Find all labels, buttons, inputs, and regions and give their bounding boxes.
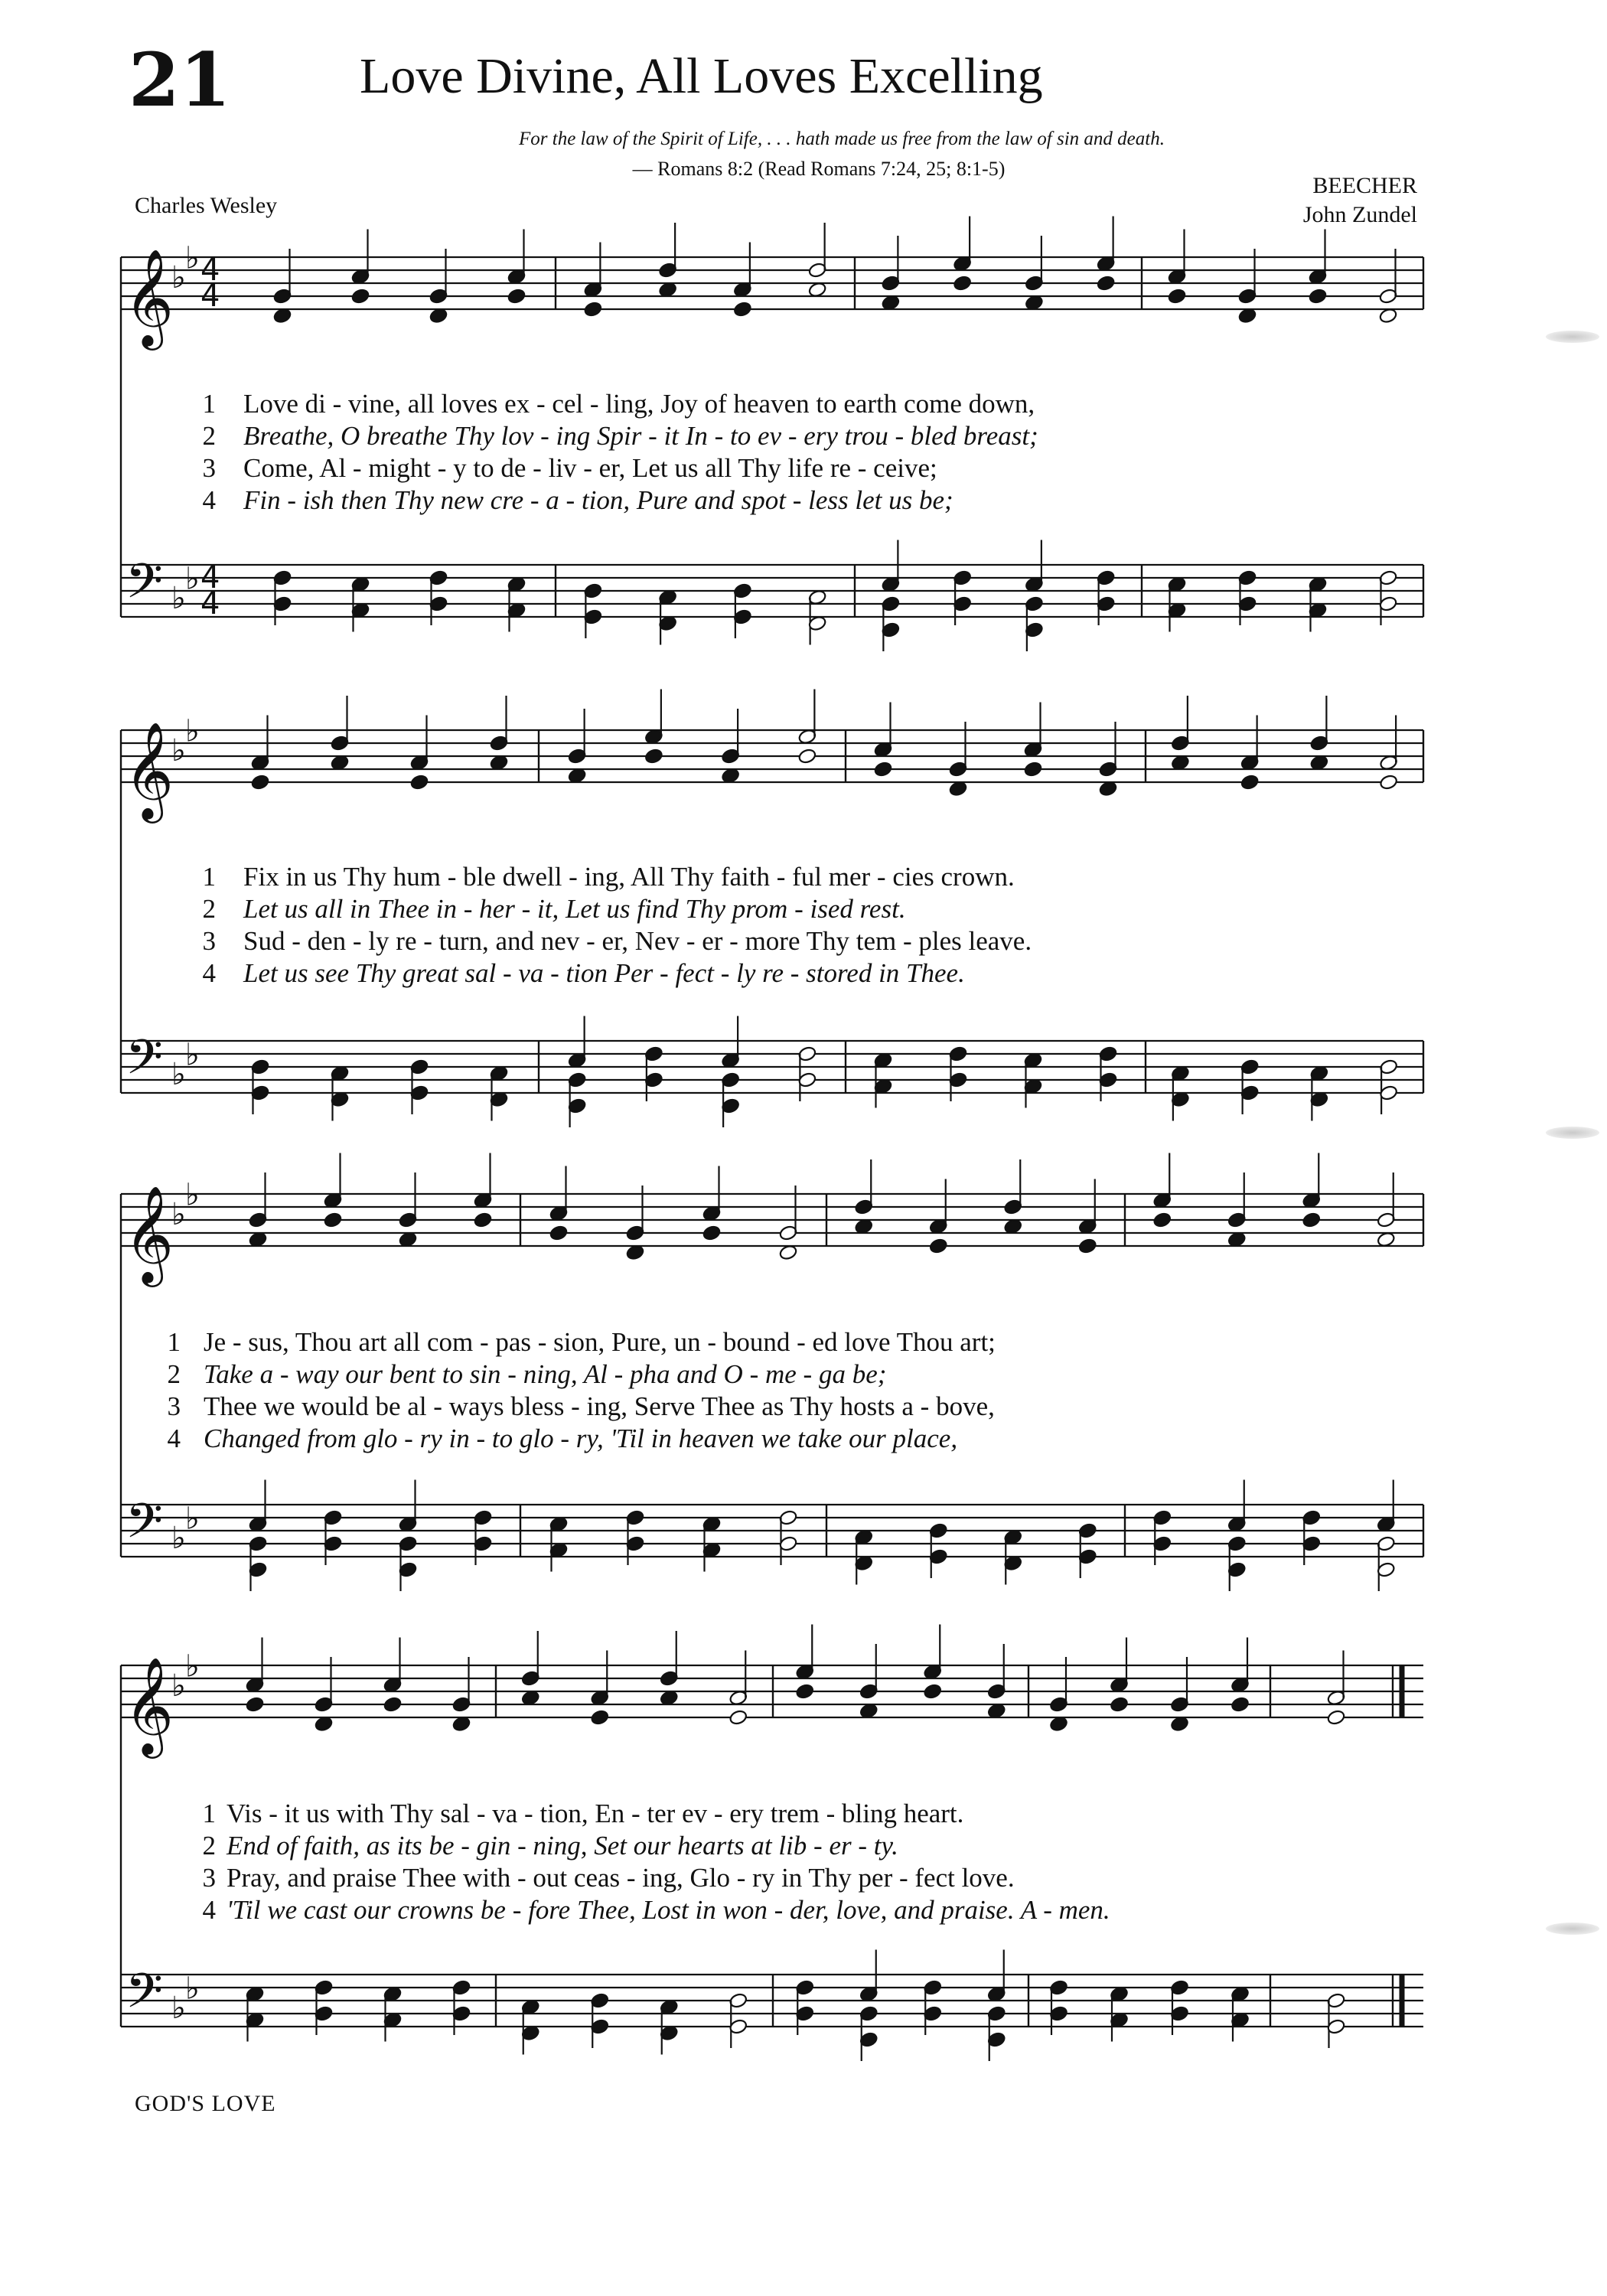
note-head xyxy=(1308,288,1327,305)
note-head xyxy=(350,288,370,305)
bass-clef-icon: 𝄢 xyxy=(125,553,163,621)
flat-icon: ♭ xyxy=(171,1668,186,1704)
verse-text: Changed from glo - ry in - to glo - ry, 'Til in heaven we take our place, xyxy=(204,1424,958,1453)
flat-icon: ♭ xyxy=(185,713,200,749)
verse-number: 3 xyxy=(202,1863,216,1893)
note-head xyxy=(797,748,817,765)
verse-number: 1 xyxy=(202,389,216,419)
verse-number: 1 xyxy=(202,1799,216,1828)
verse-text: Pray, and praise Thee with - out ceas - ing, Glo - ry in Thy per - fect love. xyxy=(227,1863,1015,1893)
note-head xyxy=(383,1696,402,1713)
note-head xyxy=(507,288,526,305)
note-head xyxy=(1240,774,1260,791)
bass-clef-icon: 𝄢 xyxy=(125,1962,163,2030)
verse-text: Love di - vine, all loves ex - cel - ling, Joy of heaven to earth come down, xyxy=(243,389,1035,419)
verse-number: 3 xyxy=(167,1391,181,1421)
verse-number: 1 xyxy=(167,1327,181,1357)
note-head xyxy=(323,1212,342,1228)
bass-clef-icon: 𝄢 xyxy=(125,1029,163,1097)
note-head xyxy=(1152,1212,1172,1228)
note-head xyxy=(733,301,752,318)
flat-icon: ♭ xyxy=(185,1037,200,1073)
flat-icon: ♭ xyxy=(185,1501,200,1537)
verse-text: Vis - it us with Thy sal - va - tion, En - ter ev - ery trem - bling heart. xyxy=(227,1799,964,1828)
tune-name: BEECHER xyxy=(1312,173,1417,198)
treble-clef-icon: 𝄞 xyxy=(124,1185,174,1283)
scan-artifact xyxy=(1546,1923,1599,1935)
verse-text: Take a - way our bent to sin - ning, Al - pha and O - me - ga be; xyxy=(204,1359,887,1389)
treble-clef-icon: 𝄞 xyxy=(124,721,174,819)
scripture-reference: — Romans 8:2 (Read Romans 7:24, 25; 8:1-5) xyxy=(632,158,1006,180)
note-head xyxy=(1110,1696,1129,1713)
flat-icon: ♭ xyxy=(185,1649,200,1684)
treble-clef-icon: 𝄞 xyxy=(124,248,174,346)
lyricist-credit: Charles Wesley xyxy=(135,193,278,218)
note-head xyxy=(1078,1238,1097,1254)
verse-number: 2 xyxy=(167,1359,181,1389)
verse-number: 4 xyxy=(202,485,216,515)
note-head xyxy=(549,1225,568,1241)
note-head xyxy=(795,1683,814,1700)
note-head xyxy=(1379,774,1398,791)
verse-number: 1 xyxy=(202,862,216,892)
verse-text: 'Til we cast our crowns be - fore Thee, Lost in won - der, love, and praise. A - men. xyxy=(227,1895,1110,1925)
note-head xyxy=(409,774,429,791)
note-head xyxy=(1023,761,1042,778)
note-head xyxy=(644,748,663,765)
verse-text: Breathe, O breathe Thy lov - ing Spir - it In - to ev - ery trou - bled breast; xyxy=(243,421,1038,451)
time-signature: 4 xyxy=(200,279,220,314)
verse-text: Thee we would be al - ways bless - ing, Serve Thee as Thy hosts a - bove, xyxy=(204,1391,995,1421)
note-head xyxy=(1302,1212,1321,1228)
verse-number: 4 xyxy=(202,1895,216,1925)
note-head xyxy=(702,1225,721,1241)
note-head xyxy=(953,275,972,292)
scan-artifact xyxy=(1546,1127,1599,1139)
flat-icon: ♭ xyxy=(171,1991,186,2026)
verse-text: Let us all in Thee in - her - it, Let us find Thy prom - ised rest. xyxy=(243,894,906,924)
note-head xyxy=(583,301,602,318)
flat-icon: ♭ xyxy=(171,1057,186,1092)
time-signature: 4 xyxy=(200,560,220,595)
hymn-category: GOD'S LOVE xyxy=(135,2091,276,2116)
flat-icon: ♭ xyxy=(185,561,200,597)
flat-icon: ♭ xyxy=(171,1197,186,1232)
verse-text: Je - sus, Thou art all com - pas - sion, Pure, un - bound - ed love Thou art; xyxy=(204,1327,996,1357)
verse-number: 2 xyxy=(202,421,216,451)
hymn-number: 21 xyxy=(129,37,231,123)
note-head xyxy=(1097,275,1116,292)
note-head xyxy=(1231,1696,1250,1713)
note-head xyxy=(1167,288,1186,305)
verse-text: End of faith, as its be - gin - ning, Set our hearts at lib - er - ty. xyxy=(227,1831,898,1861)
time-signature: 4 xyxy=(200,586,220,621)
note-head xyxy=(873,761,892,778)
note-head xyxy=(473,1212,492,1228)
verse-number: 2 xyxy=(202,1831,216,1861)
flat-icon: ♭ xyxy=(171,1521,186,1556)
hymn-title: Love Divine, All Loves Excelling xyxy=(360,48,1043,104)
note-head xyxy=(923,1683,942,1700)
note-head xyxy=(250,774,269,791)
flat-icon: ♭ xyxy=(185,240,200,276)
note-head xyxy=(590,1709,609,1726)
verse-number: 3 xyxy=(202,926,216,956)
verse-text: Sud - den - ly re - turn, and nev - er, Nev - er - more Thy tem - ples leave. xyxy=(243,926,1032,956)
flat-icon: ♭ xyxy=(171,733,186,768)
note-head xyxy=(1326,1709,1345,1726)
verse-number: 2 xyxy=(202,894,216,924)
verse-text: Let us see Thy great sal - va - tion Per - fect - ly re - stored in Thee. xyxy=(243,958,965,988)
flat-icon: ♭ xyxy=(171,581,186,616)
note-head xyxy=(729,1709,748,1726)
verse-number: 4 xyxy=(202,958,216,988)
treble-clef-icon: 𝄞 xyxy=(124,1656,174,1754)
scripture-epigraph: For the law of the Spirit of Life, . . . hath made us free from the law of sin and death. xyxy=(519,129,1165,149)
note-head xyxy=(929,1238,948,1254)
bass-clef-icon: 𝄢 xyxy=(125,1492,163,1561)
verse-number: 4 xyxy=(167,1424,181,1453)
verse-text: Fin - ish then Thy new cre - a - tion, Pure and spot - less let us be; xyxy=(243,485,953,515)
scan-artifact xyxy=(1546,331,1599,343)
verse-number: 3 xyxy=(202,453,216,483)
composer-credit: John Zundel xyxy=(1302,202,1417,227)
time-signature: 4 xyxy=(200,253,220,288)
flat-icon: ♭ xyxy=(171,260,186,295)
note-head xyxy=(245,1696,264,1713)
verse-text: Fix in us Thy hum - ble dwell - ing, All Thy faith - ful mer - cies crown. xyxy=(243,862,1015,892)
flat-icon: ♭ xyxy=(185,1971,200,2007)
flat-icon: ♭ xyxy=(185,1177,200,1213)
verse-text: Come, Al - might - y to de - liv - er, Let us all Thy life re - ceive; xyxy=(243,453,937,483)
